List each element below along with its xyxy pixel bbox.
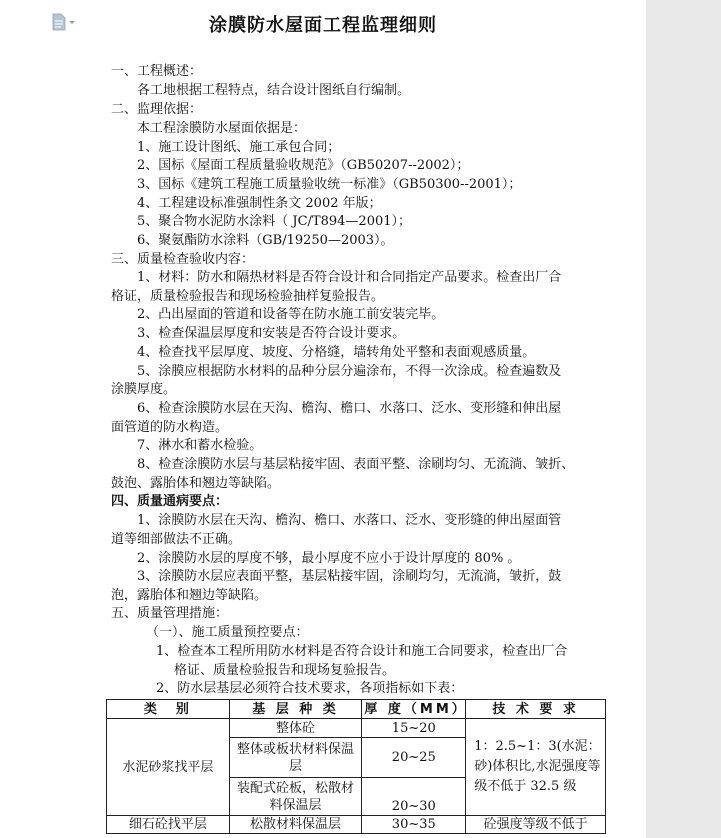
body-line: 6、聚氨酯防水涂料（GB/19250—2003）。 xyxy=(137,233,394,248)
table-header-row xyxy=(107,700,606,719)
table-cell-base: 装配式砼板，松散材料保温层 xyxy=(229,778,362,816)
body-line: 5、涂膜应根据防水材料的品种分层分遍涂布，不得一次涂成。检查遍数及 xyxy=(137,364,562,379)
body-line: 3、国标《建筑工程施工质量验收统一标准》（GB50300--2001）； xyxy=(137,177,522,192)
body-line: 鼓泡、露胎体和翘边等缺陷。 xyxy=(111,476,281,491)
table-cell-thickness: 20~30 xyxy=(362,778,466,816)
body-line: 本工程涂膜防水屋面依据是： xyxy=(137,121,307,136)
body-line: 8、检查涂膜防水层与基层粘接牢固、表面平整、涂刷均匀、无流淌、皱折、 xyxy=(137,457,575,472)
document-title: 涂膜防水屋面工程监理细则 xyxy=(209,15,437,36)
table-cell-base: 整体砼 xyxy=(229,719,362,738)
body-line: 道等细部做法不正确。 xyxy=(111,532,242,547)
table-header: 厚 度（MM） xyxy=(362,700,466,719)
body-line: 4、工程建设标准强制性条文 2002 年版； xyxy=(137,196,382,211)
body-line: 5、聚合物水泥防水涂料（ JC/T894—2001）； xyxy=(137,214,412,229)
body-line: 面管道的防水构造。 xyxy=(111,420,229,435)
body-line: 格证，质量检验报告和现场检验抽样复验报告。 xyxy=(111,289,385,304)
body-line: 二、监理依据： xyxy=(111,102,203,117)
table-row xyxy=(107,719,606,738)
body-line: 1、材料：防水和隔热材料是否符合设计和合同指定产品要求。检查出厂合 xyxy=(137,270,562,285)
table-cell-category: 水泥砂浆找平层 xyxy=(107,719,230,816)
table-cell-requirement: 砼强度等级不低于 xyxy=(466,816,606,834)
table-row xyxy=(107,816,606,834)
table-header: 技 术 要 求 xyxy=(466,700,606,719)
table-cell-thickness: 30~35 xyxy=(362,816,466,834)
table-header: 基 层 种 类 xyxy=(229,700,362,719)
body-line: 格证、质量检验报告和现场复验报告。 xyxy=(174,663,396,678)
body-line: 三、质量检查验收内容： xyxy=(111,252,255,267)
body-line: 6、检查涂膜防水层在天沟、檐沟、檐口、水落口、泛水、变形缝和伸出屋 xyxy=(137,401,562,416)
body-line: 四、质量通病要点： xyxy=(111,494,229,509)
body-line: 五、质量管理措施： xyxy=(111,606,229,621)
body-line: 1、施工设计图纸、施工承包合同； xyxy=(137,140,341,155)
table-cell-thickness: 15~20 xyxy=(362,719,466,738)
table-cell-base: 整体或板状材料保温层 xyxy=(229,738,362,778)
body-line: 3、涂膜防水层应表面平整，基层粘接牢固，涂刷均匀，无流淌，皱折，鼓 xyxy=(137,569,562,584)
body-line: 一、工程概述： xyxy=(111,64,203,79)
body-line: 2、国标《屋面工程质量验收规范》（GB50207--2002）； xyxy=(137,158,470,173)
table-cell-requirement: 1：2.5~1：3(水泥：砂)体积比,水泥强度等级不低于 32.5 级 xyxy=(466,719,606,816)
body-line: 7、淋水和蓄水检验。 xyxy=(137,438,263,453)
table-cell-category: 细石砼找平层 xyxy=(107,816,230,834)
table-header: 类 别 xyxy=(107,700,230,719)
body-line: 各工地根据工程特点，结合设计图纸自行编制。 xyxy=(137,83,411,98)
body-line: 2、涂膜防水层的厚度不够，最小厚度不应小于设计厚度的 80% 。 xyxy=(137,551,521,566)
body-line: 4、检查找平层厚度、坡度、分格缝，墙转角处平整和表面观感质量。 xyxy=(137,345,536,360)
body-line: 3、检查保温层厚度和安装是否符合设计要求。 xyxy=(137,326,406,341)
base-spec-table xyxy=(106,699,606,834)
body-line: 1、检查本工程所用防水材料是否符合设计和施工合同要求，检查出厂合 xyxy=(156,644,568,659)
table-cell-base: 松散材料保温层 xyxy=(229,816,362,834)
body-line: 2、凸出屋面的管道和设备等在防水施工前安装完毕。 xyxy=(137,307,445,322)
body-line: 泡，露胎体和翘边等缺陷。 xyxy=(111,588,268,603)
body-line: 1、涂膜防水层在天沟、檐沟、檐口、水落口、泛水、变形缝的伸出屋面管 xyxy=(137,513,562,528)
table-cell-thickness: 20~25 xyxy=(362,738,466,778)
body-line: 涂膜厚度。 xyxy=(111,382,177,397)
body-line: （一）、施工质量预控要点： xyxy=(146,625,309,640)
body-line: 2、防水层基层必须符合技术要求，各项指标如下表： xyxy=(156,681,464,696)
right-gutter xyxy=(646,0,721,838)
